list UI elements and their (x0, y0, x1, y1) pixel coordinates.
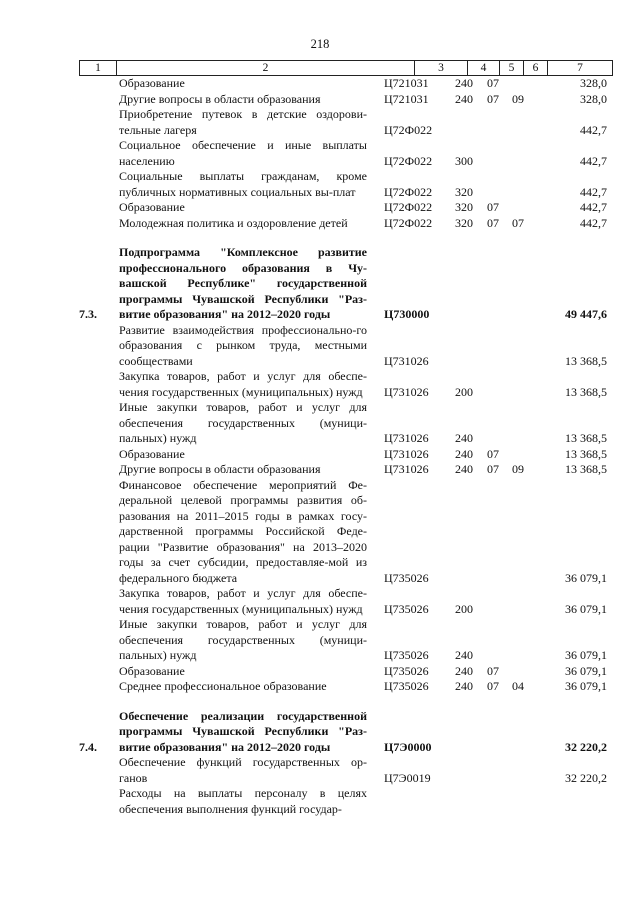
row-code: Ц735026 (384, 663, 429, 678)
row-section: 07 (487, 446, 499, 461)
row-amount: 36 079,1 (565, 663, 607, 678)
table-row (0, 400, 640, 447)
row-expense-type: 240 (455, 431, 473, 445)
row-code: Ц7Э0000 (384, 739, 432, 754)
row-name: Развитие взаимодействия профессионально-го образования с рынком труда, местными сообществами (119, 322, 367, 368)
row-amount: 13 368,5 (565, 353, 607, 368)
row-expense-type: 320 (455, 200, 473, 214)
row-subsection: 07 (512, 215, 524, 230)
page-number: 218 (310, 37, 330, 51)
row-amount: 13 368,5 (565, 431, 607, 445)
header-col-6: 6 (523, 61, 547, 75)
row-code: Ц721031 (384, 91, 429, 106)
row-section: 07 (487, 215, 499, 230)
table-row (0, 755, 640, 786)
row-amount: 13 368,5 (565, 446, 607, 461)
row-code: Ц721031 (384, 76, 429, 90)
row-name: Расходы на выплаты персоналу в целях обеспечения выполнения функций государ- (119, 786, 367, 816)
row-expense-type: 240 (455, 648, 473, 662)
table-row (0, 92, 640, 108)
row-subsection: 04 (512, 679, 524, 693)
row-amount: 442,7 (580, 153, 607, 168)
table-header (79, 60, 613, 76)
row-code: Ц72Ф022 (384, 184, 433, 199)
row-name: Социальное обеспечение и иные выплаты населению (119, 138, 367, 168)
row-amount: 442,7 (580, 200, 607, 214)
row-code: Ц730000 (384, 307, 430, 321)
row-amount: 32 220,2 (565, 739, 607, 754)
row-code: Ц72Ф022 (384, 200, 433, 214)
row-section: 07 (487, 679, 499, 693)
row-name: Обеспечение функций государственных ор-ганов (119, 755, 367, 785)
table-row (0, 664, 640, 680)
row-code: Ц735026 (384, 570, 429, 585)
row-spacer (0, 231, 640, 245)
table-row (0, 447, 640, 463)
header-col-3: 3 (414, 61, 467, 75)
row-expense-type: 320 (455, 184, 473, 199)
row-name: Среднее профессиональное образование (119, 679, 327, 693)
row-code: Ц72Ф022 (384, 153, 433, 168)
row-name: Иные закупки товаров, работ и услуг для обеспечения государственных (муници-пальных) нужд (119, 400, 367, 445)
row-code: Ц731026 (384, 431, 429, 445)
row-name: Финансовое обеспечение мероприятий Фе-деральной целевой программы развития об-разования на 2011–2015 годы в рамках госу-дарственной программы Российской Феде-рации "Развитие образования" на 2013–2020 годы за счет субсидии, предоставляе-мой из федерального бюджета (119, 477, 367, 585)
table-row (0, 586, 640, 617)
row-amount: 32 220,2 (565, 770, 607, 785)
row-name: Подпрограмма "Комплексное развитие профессионального образования в Чу-вашской Республике" государственной программы Чувашской Республики "Раз-витие образования" на 2012–2020 годы (119, 245, 367, 321)
table-row (0, 216, 640, 232)
row-subsection: 09 (512, 462, 524, 476)
row-name: Другие вопросы в области образования (119, 462, 321, 476)
row-code: Ц735026 (384, 679, 429, 693)
row-amount: 442,7 (580, 184, 607, 199)
row-code: Ц72Ф022 (384, 122, 433, 137)
row-name: Образование (119, 200, 185, 214)
row-name: Образование (119, 76, 185, 90)
row-expense-type: 240 (455, 462, 473, 476)
row-expense-type: 200 (455, 601, 473, 616)
row-section: 07 (487, 91, 499, 106)
row-name: Социальные выплаты гражданам, кроме публичных нормативных социальных вы-плат (119, 169, 367, 199)
row-expense-type: 240 (455, 91, 473, 106)
row-expense-type: 320 (455, 215, 473, 230)
row-amount: 13 368,5 (565, 462, 607, 476)
row-amount: 36 079,1 (565, 648, 607, 662)
row-section: 07 (487, 663, 499, 678)
table-row (0, 679, 640, 695)
row-amount: 328,0 (580, 91, 607, 106)
row-expense-type: 300 (455, 153, 473, 168)
table-row (0, 169, 640, 200)
row-number: 7.4. (79, 739, 97, 754)
row-name: Молодежная политика и оздоровление детей (119, 215, 348, 230)
row-expense-type: 200 (455, 384, 473, 399)
header-col-2: 2 (116, 61, 414, 75)
header-col-5: 5 (499, 61, 523, 75)
header-col-1: 1 (79, 61, 116, 75)
table-row (0, 200, 640, 216)
row-expense-type: 240 (455, 446, 473, 461)
table-row (0, 709, 640, 756)
table-row (0, 245, 640, 323)
row-name: Закупка товаров, работ и услуг для обеспе-чения государственных (муниципальных) нужд (119, 586, 367, 616)
row-code: Ц731026 (384, 462, 429, 476)
row-name: Обеспечение реализации государственной программы Чувашской Республики "Раз-витие образования" на 2012–2020 годы (119, 708, 367, 754)
row-name: Другие вопросы в области образования (119, 91, 321, 106)
row-section: 07 (487, 200, 499, 214)
row-section: 07 (487, 76, 499, 90)
row-name: Закупка товаров, работ и услуг для обеспе-чения государственных (муниципальных) нужд (119, 369, 367, 399)
header-col-4: 4 (467, 61, 499, 75)
row-expense-type: 240 (455, 663, 473, 678)
table-row (0, 462, 640, 478)
table-row (0, 76, 640, 92)
row-code: Ц731026 (384, 353, 429, 368)
table-row (0, 369, 640, 400)
header-col-7: 7 (547, 61, 613, 75)
row-code: Ц731026 (384, 384, 429, 399)
row-code: Ц72Ф022 (384, 215, 433, 230)
row-amount: 442,7 (580, 122, 607, 137)
row-amount: 328,0 (580, 76, 607, 90)
row-code: Ц735026 (384, 648, 429, 662)
row-amount: 13 368,5 (565, 384, 607, 399)
row-amount: 36 079,1 (565, 679, 607, 693)
row-amount: 36 079,1 (565, 601, 607, 616)
table-body (0, 76, 640, 817)
row-name: Приобретение путевок в детские оздорови-тельные лагеря (119, 107, 367, 137)
row-amount: 36 079,1 (565, 570, 607, 585)
row-name: Иные закупки товаров, работ и услуг для обеспечения государственных (муници-пальных) нужд (119, 617, 367, 662)
table-row (0, 617, 640, 664)
row-code: Ц735026 (384, 601, 429, 616)
row-section: 07 (487, 462, 499, 476)
row-spacer (0, 695, 640, 709)
row-name: Образование (119, 663, 185, 678)
table-row (0, 478, 640, 587)
table-row (0, 786, 640, 817)
row-expense-type: 240 (455, 76, 473, 90)
row-amount: 49 447,6 (565, 307, 607, 321)
row-amount: 442,7 (580, 215, 607, 230)
row-code: Ц7Э0019 (384, 770, 431, 785)
table-row (0, 107, 640, 138)
table-row (0, 323, 640, 370)
row-subsection: 09 (512, 91, 524, 106)
row-expense-type: 240 (455, 679, 473, 693)
row-code: Ц731026 (384, 446, 429, 461)
row-name: Образование (119, 446, 185, 461)
table-row (0, 138, 640, 169)
row-number: 7.3. (79, 307, 97, 321)
